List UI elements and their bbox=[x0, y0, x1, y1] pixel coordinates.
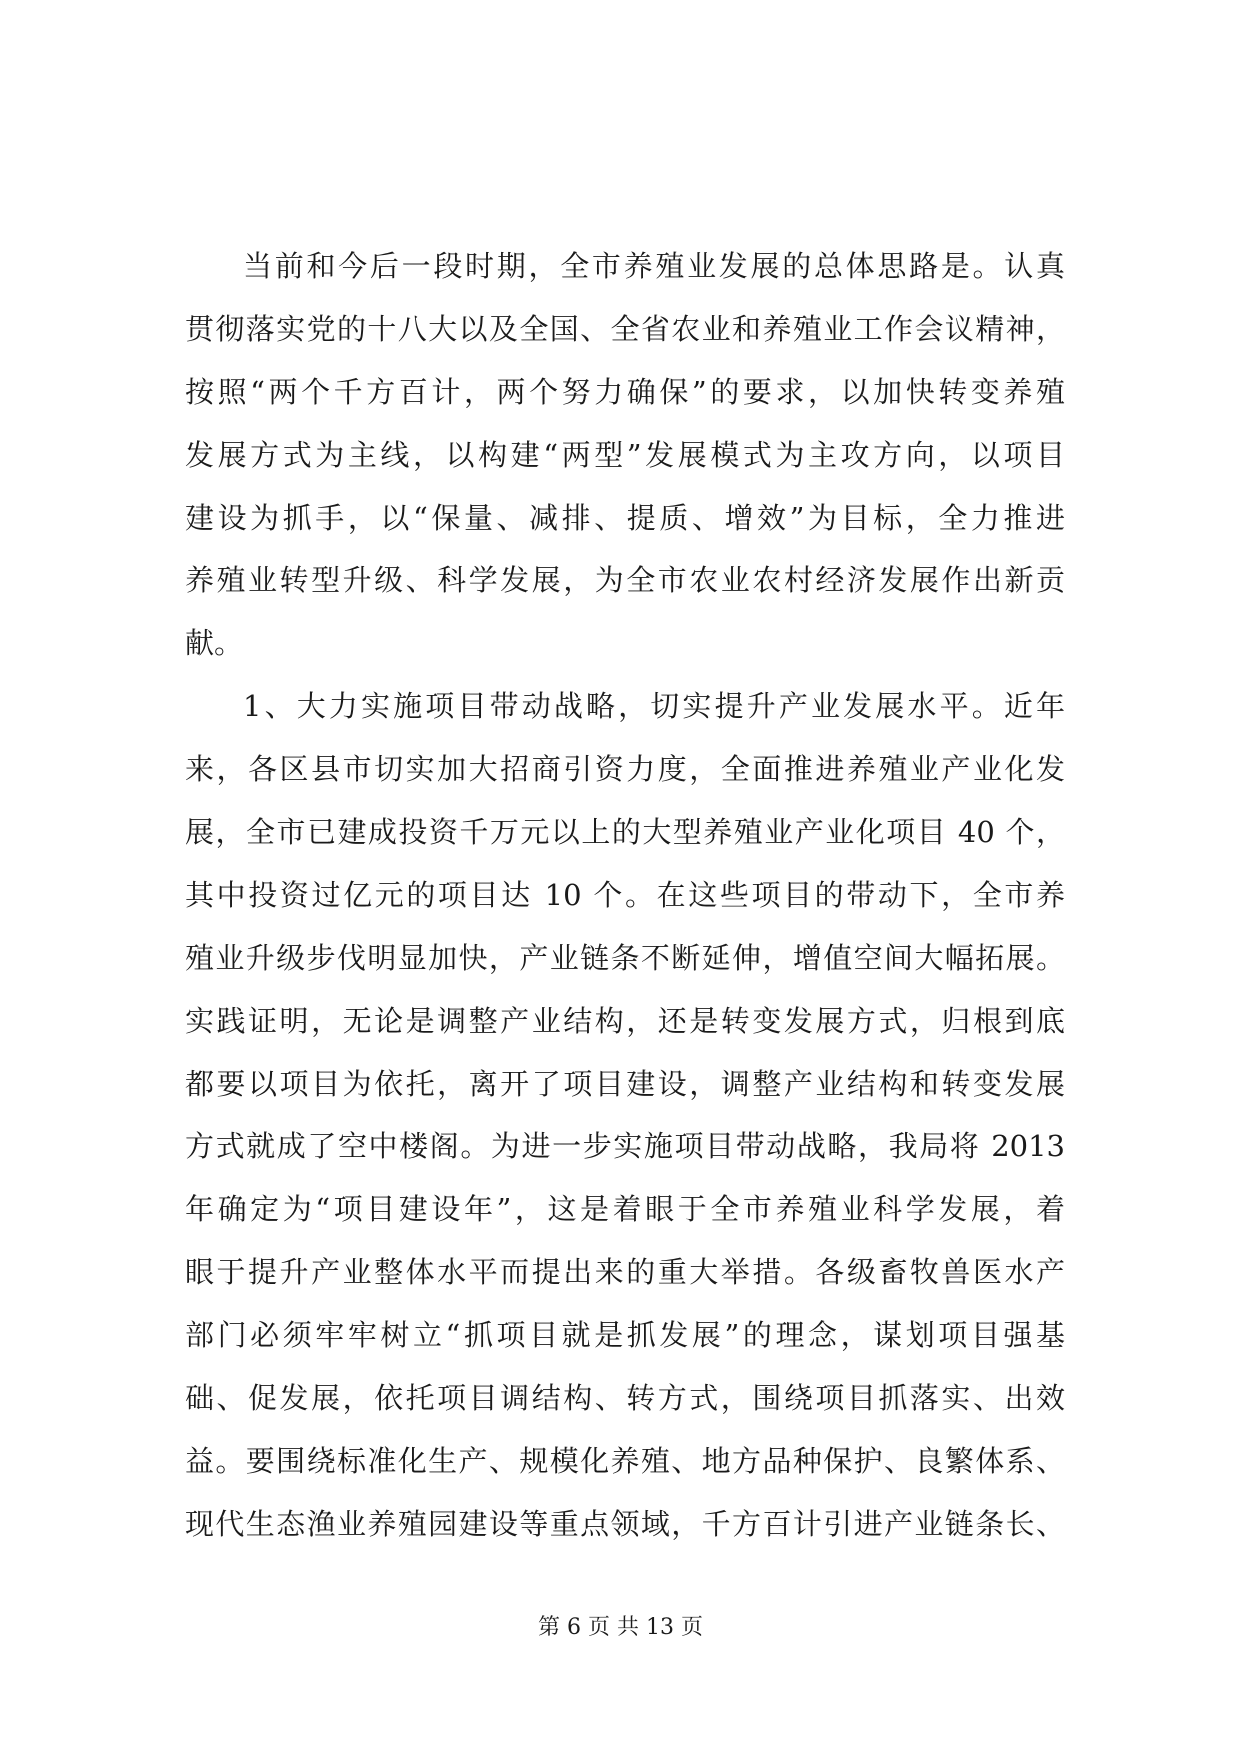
page-footer bbox=[0, 1610, 1241, 1641]
paragraph-2 bbox=[185, 675, 1065, 1555]
text-line: 养殖业转型升级、科学发展，为全市农业农村经济发展作出新贡 bbox=[185, 563, 1065, 598]
text-line: 实践证明，无论是调整产业结构，还是转变发展方式，归根到底 bbox=[185, 1003, 1065, 1038]
text-line: 都要以项目为依托，离开了项目建设，调整产业结构和转变发展 bbox=[185, 1066, 1065, 1101]
paragraph-1 bbox=[185, 235, 1065, 675]
text-line: 方式就成了空中楼阁。为进一步实施项目带动战略，我局将 2013 bbox=[185, 1129, 1065, 1164]
page-number: 第 6 页 共 13 页 bbox=[538, 1615, 703, 1640]
text-line: 来，各区县市切实加大招商引资力度，全面推进养殖业产业化发 bbox=[185, 752, 1065, 787]
text-line: 当前和今后一段时期，全市养殖业发展的总体思路是。认真 bbox=[243, 249, 1065, 283]
text-line: 殖业升级步伐明显加快，产业链条不断延伸，增值空间大幅拓展。 bbox=[185, 940, 1065, 975]
text-line: 部门必须牢牢树立“抓项目就是抓发展”的理念，谋划项目强基 bbox=[185, 1318, 1065, 1353]
text-line: 展，全市已建成投资千万元以上的大型养殖业产业化项目 40 个， bbox=[185, 815, 1065, 850]
text-line: 眼于提升产业整体水平而提出来的重大举措。各级畜牧兽医水产 bbox=[185, 1255, 1065, 1290]
text-line: 发展方式为主线，以构建“两型”发展模式为主攻方向，以项目 bbox=[185, 437, 1065, 472]
text-line: 其中投资过亿元的项目达 10 个。在这些项目的带动下，全市养 bbox=[185, 877, 1065, 912]
text-line: 献。 bbox=[185, 626, 244, 661]
text-line: 建设为抓手，以“保量、减排、提质、增效”为目标，全力推进 bbox=[185, 500, 1065, 535]
body-text bbox=[185, 235, 1065, 1556]
text-line: 贯彻落实党的十八大以及全国、全省农业和养殖业工作会议精神， bbox=[185, 311, 1065, 346]
text-line: 年确定为“项目建设年”，这是着眼于全市养殖业科学发展，着 bbox=[185, 1192, 1065, 1227]
text-line: 础、促发展，依托项目调结构、转方式，围绕项目抓落实、出效 bbox=[185, 1381, 1065, 1416]
text-line: 益。要围绕标准化生产、规模化养殖、地方品种保护、良繁体系、 bbox=[185, 1443, 1065, 1478]
text-line: 现代生态渔业养殖园建设等重点领域，千方百计引进产业链条长、 bbox=[185, 1506, 1065, 1541]
text-line: 1、大力实施项目带动战略，切实提升产业发展水平。近年 bbox=[243, 689, 1065, 724]
text-line: 按照“两个千方百计，两个努力确保”的要求，以加快转变养殖 bbox=[185, 374, 1065, 409]
